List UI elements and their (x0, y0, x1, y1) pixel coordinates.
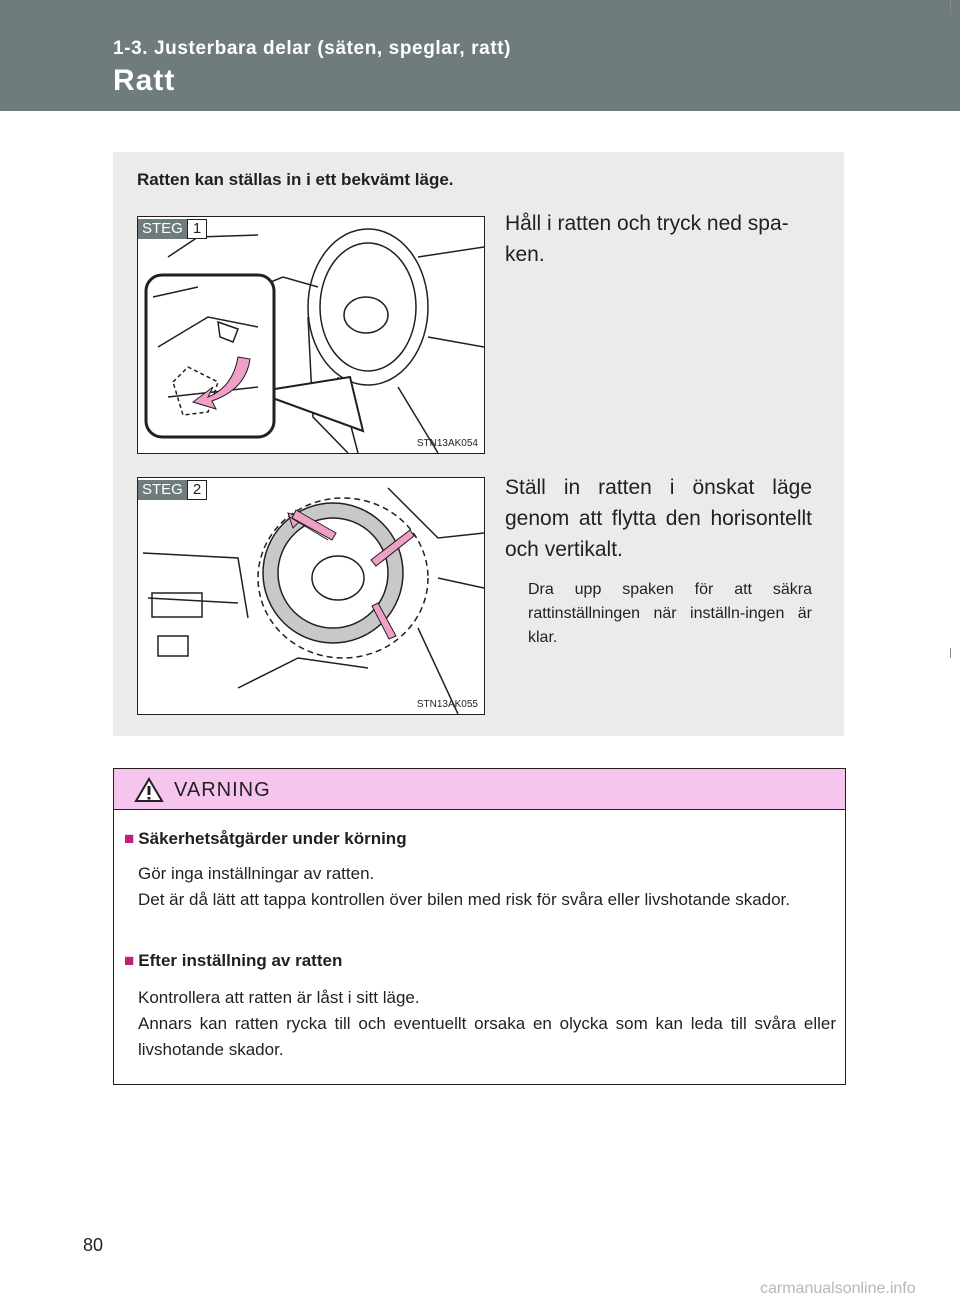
page-title: Ratt (113, 64, 176, 97)
step-badge (138, 480, 207, 500)
warning-item-text: Gör inga inställningar av ratten. Det är då lätt att tappa kontrollen över bilen med risk för svåra eller livshotande skador. (138, 864, 791, 909)
warning-item-text: Kontrollera att ratten är låst i sitt läge. Annars kan ratten rycka till och eventuellt orsaka en olycka som kan leda till svåra eller livshotande skador. (138, 988, 836, 1059)
page-header (0, 0, 960, 111)
intro-text: Ratten kan ställas in i ett bekvämt läge. (137, 170, 454, 189)
figure-code: STN13AK054 (416, 438, 478, 449)
warning-box (113, 768, 846, 1085)
figure-step-1 (137, 216, 485, 454)
steering-adjust-illustration (138, 478, 484, 714)
steering-lever-illustration (138, 217, 484, 453)
square-bullet-icon: ■ (124, 829, 135, 848)
step-number: 2 (187, 480, 207, 500)
figure-step-2 (137, 477, 485, 715)
square-bullet-icon: ■ (124, 951, 135, 970)
warning-item-heading: ■ Säkerhetsåtgärder under körning (124, 829, 407, 848)
crop-mark (950, 0, 951, 14)
step-number: 1 (187, 219, 207, 239)
watermark: carmanualsonline.info (760, 1280, 916, 1297)
warning-triangle-icon (134, 777, 164, 803)
step-2-note: Dra upp spaken för att säkra rattinställningen när inställn-ingen är klar. (528, 581, 812, 646)
warning-header (114, 769, 845, 810)
page-number: 80 (83, 1235, 104, 1255)
warning-item-heading: ■ Efter inställning av ratten (124, 951, 343, 970)
step-2-text: Ställ in ratten i önskat läge genom att flytta den horisontellt och vertikalt. (505, 476, 812, 561)
figure-code: STN13AK055 (416, 699, 478, 710)
crop-mark (950, 648, 951, 658)
step-badge (138, 219, 207, 239)
warning-title: VARNING (174, 779, 271, 801)
step-1-text: Håll i ratten och tryck ned spa-ken. (505, 212, 789, 266)
section-title: 1-3. Justerbara delar (säten, speglar, ratt) (113, 38, 512, 59)
step-label: STEG (138, 219, 187, 239)
step-label: STEG (138, 480, 187, 500)
